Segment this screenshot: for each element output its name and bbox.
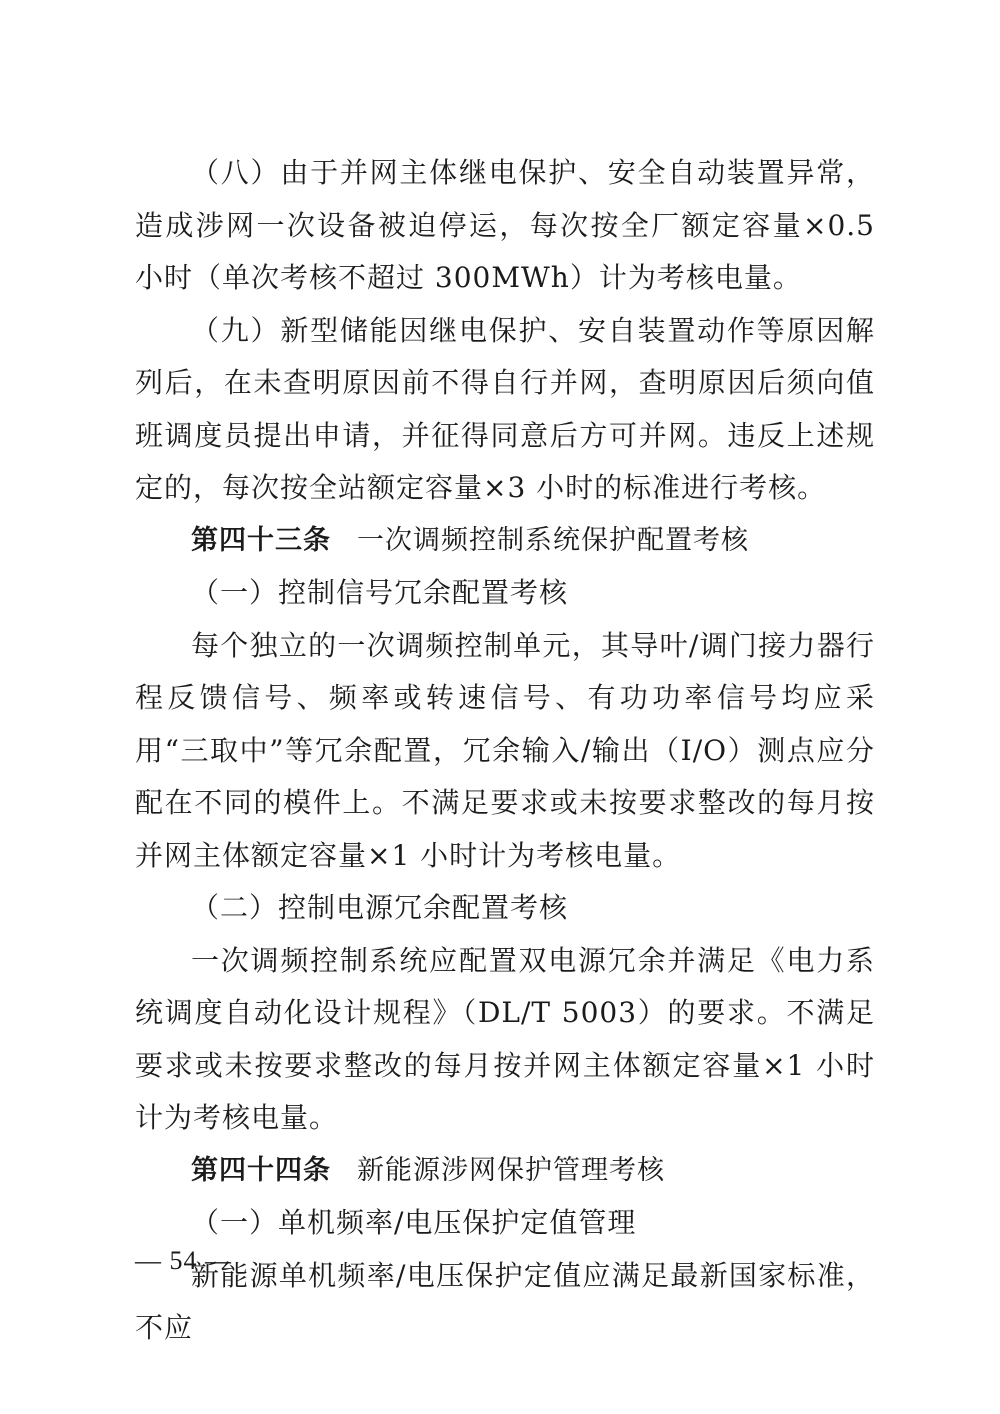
document-body (135, 147, 875, 1355)
page-number: — 54 — (135, 1246, 232, 1275)
paragraph-item-8: （八）由于并网主体继电保护、安全自动装置异常，造成涉网一次设备被迫停运，每次按全厂额定容量×0.5 小时（单次考核不超过 300MWh）计为考核电量。 (135, 156, 875, 294)
paragraph-signal-redundancy: 每个独立的一次调频控制单元，其导叶/调门接力器行程反馈信号、频率或转速信号、有功功率信号均应采用“三取中”等冗余配置，冗余输入/输出（I/O）测点应分配在不同的模件上。不满足要求或未按要求整改的每月按并网主体额定容量×1 小时计为考核电量。 (135, 628, 875, 872)
paragraph-power-redundancy: 一次调频控制系统应配置双电源冗余并满足《电力系统调度自动化设计规程》（DL/T 5003）的要求。不满足要求或未按要求整改的每月按并网主体额定容量×1 小时计为考核电量。 (135, 943, 875, 1134)
article-number: 第四十四条 (191, 1154, 331, 1186)
article-number: 第四十三条 (191, 524, 331, 556)
article-heading-44 (135, 1145, 875, 1198)
subsection-heading: （一）控制信号冗余配置考核 (191, 576, 569, 609)
article-title: 新能源涉网保护管理考核 (357, 1154, 665, 1186)
paragraph-protection-settings: 新能源单机频率/电压保护定值应满足最新国家标准，不应 (135, 1258, 875, 1344)
paragraph-item-9: （九）新型储能因继电保护、安自装置动作等原因解列后，在未查明原因前不得自行并网，查明原因后须向值班调度员提出申请，并征得同意后方可并网。违反上述规定的，每次按全站额定容量×3 小时的标准进行考核。 (135, 313, 875, 504)
article-heading-43 (135, 515, 875, 568)
subsection-heading: （二）控制电源冗余配置考核 (191, 891, 569, 924)
subsection-heading: （一）单机频率/电压保护定值管理 (191, 1206, 637, 1239)
article-title: 一次调频控制系统保护配置考核 (357, 524, 749, 556)
